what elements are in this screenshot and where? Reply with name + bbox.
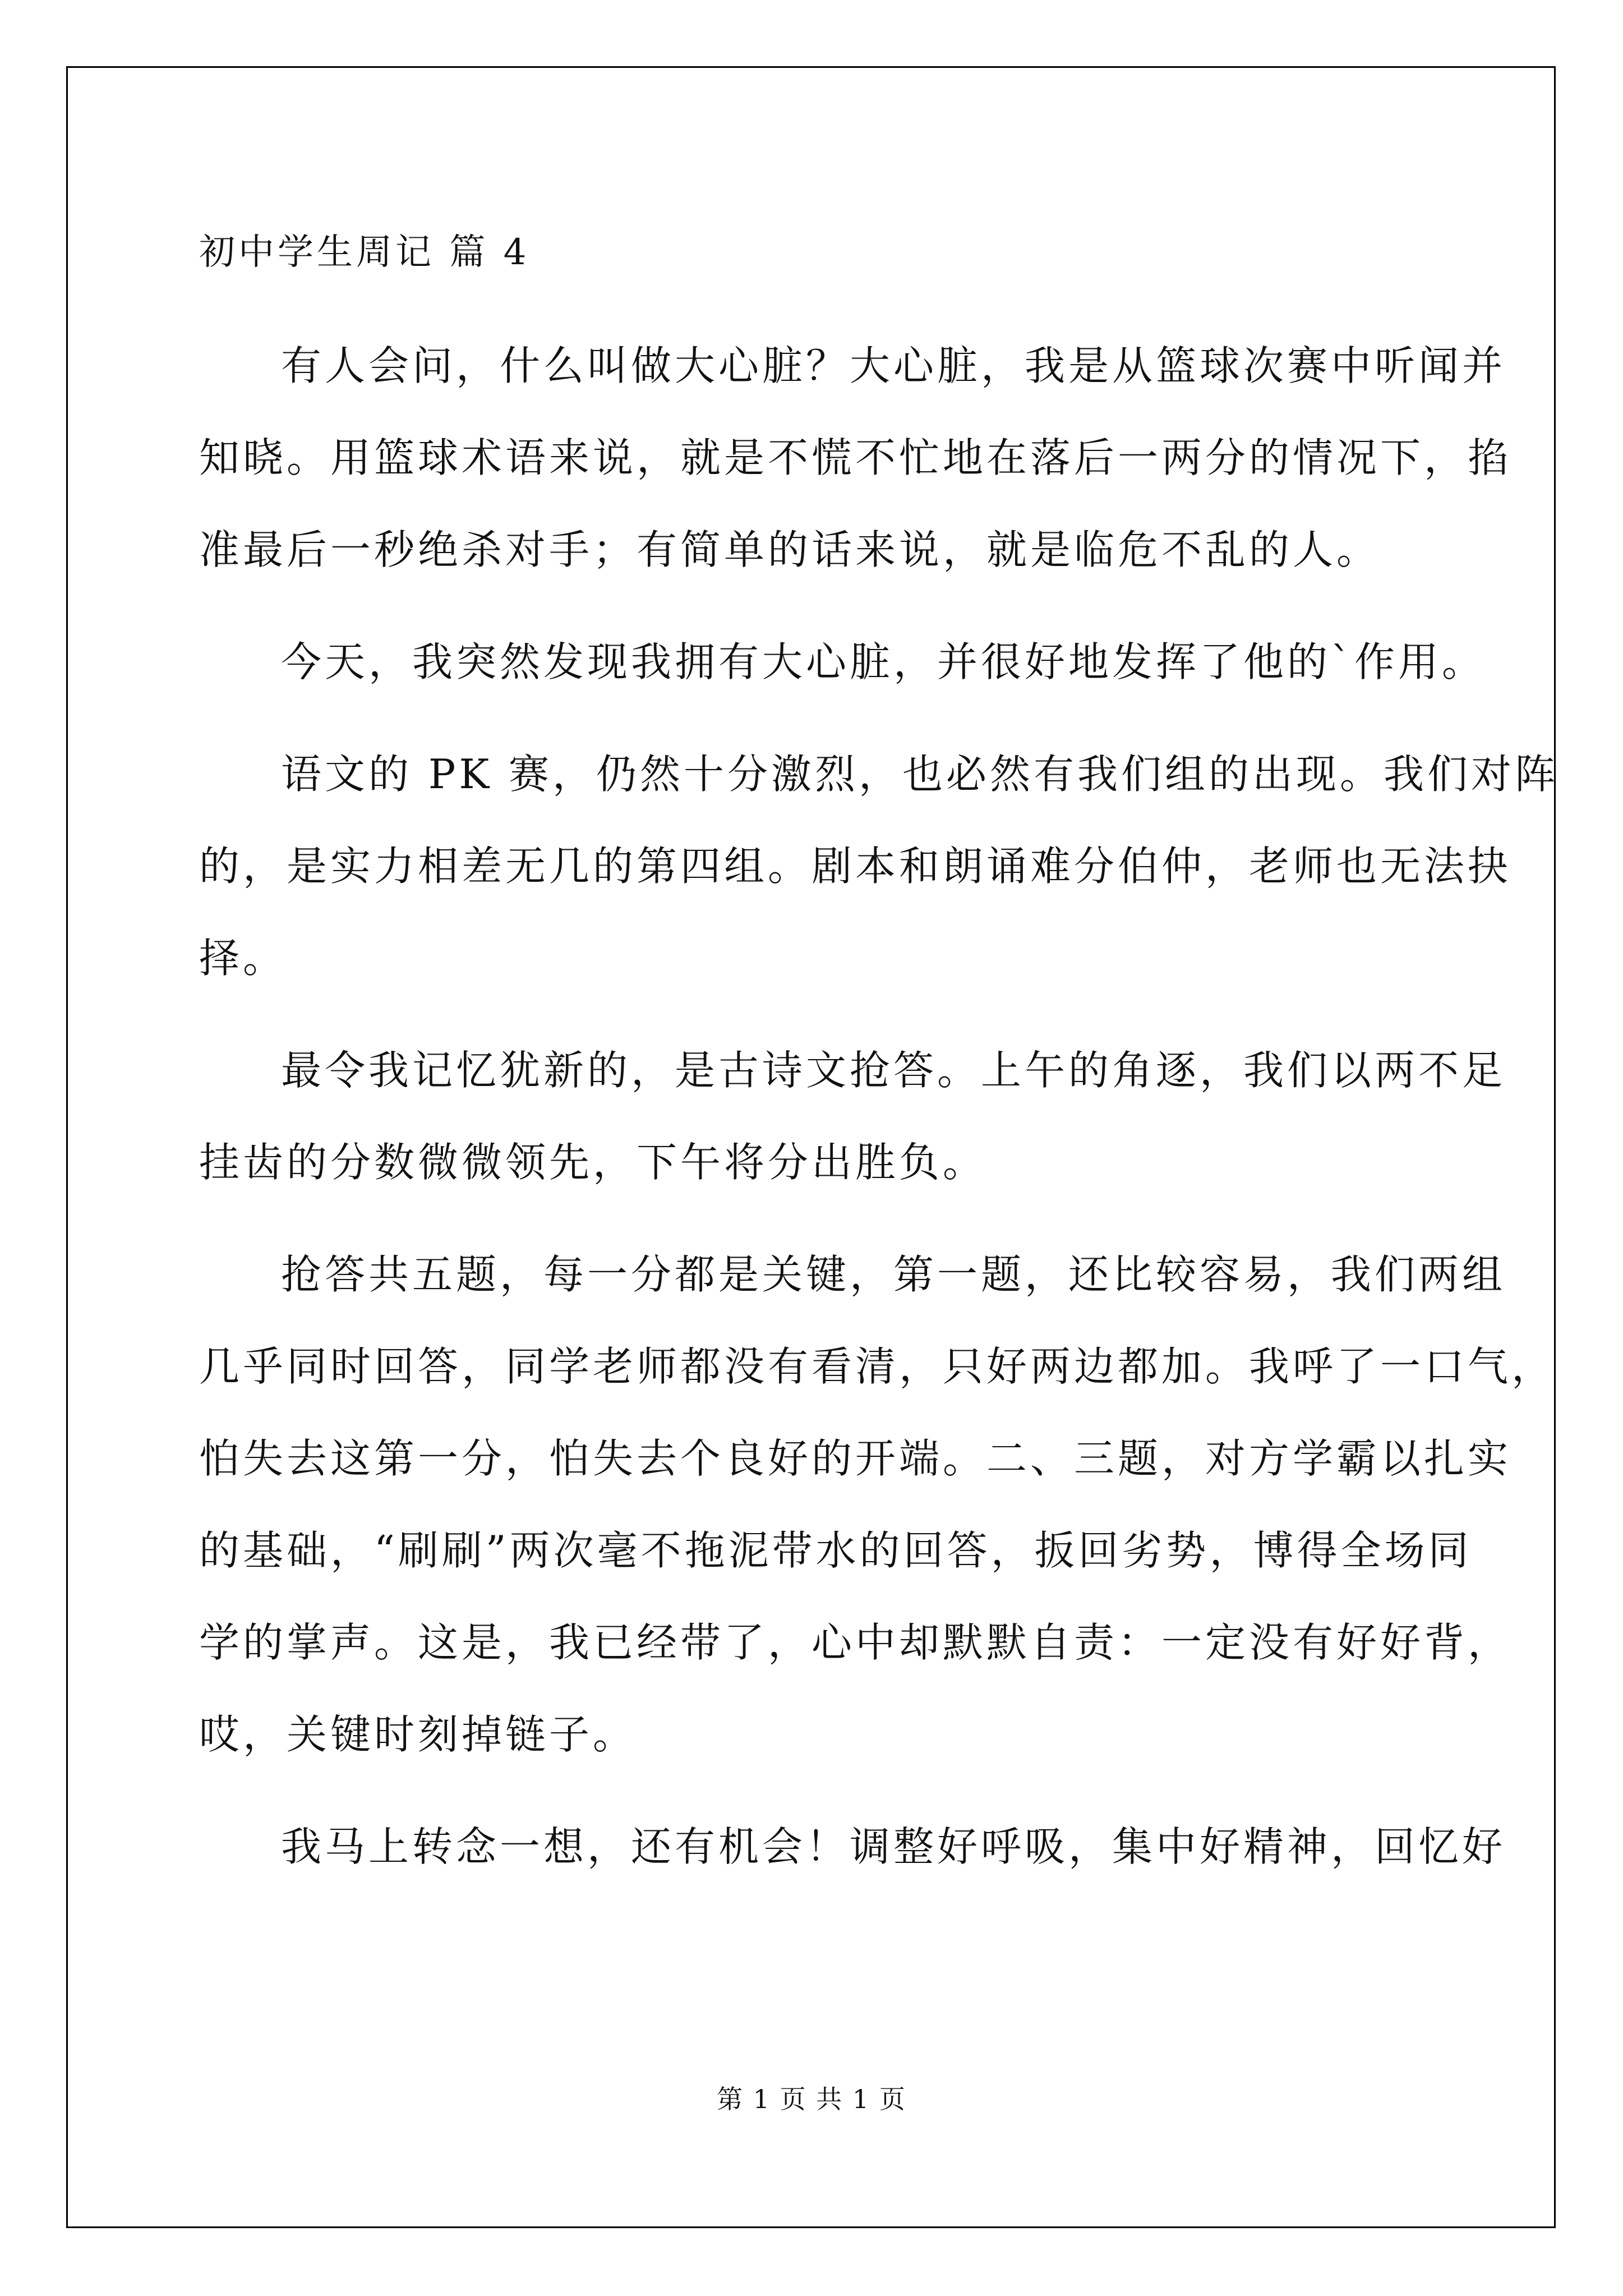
paragraph-1: [199, 320, 1512, 596]
paragraph-line: 学的掌声。这是，我已经带了，心中却默默自责：一定没有好好背，: [199, 1619, 1512, 1666]
paragraph-6: [199, 1801, 1506, 1893]
paragraph-line: 哎，关键时刻掉链子。: [199, 1711, 637, 1758]
paragraph-line: 我马上转念一想，还有机会！调整好呼吸，集中好精神，回忆好: [281, 1823, 1506, 1870]
paragraph-line: 的，是实力相差无几的第四组。剧本和朗诵难分伯仲，老师也无法抉: [199, 843, 1512, 890]
page-footer: 第 1 页 共 1 页: [717, 2084, 906, 2114]
paragraph-line: 最令我记忆犹新的，是古诗文抢答。上午的角逐，我们以两不足: [281, 1047, 1506, 1094]
paragraph-line: 今天，我突然发现我拥有大心脏，并很好地发挥了他的`作用。: [281, 638, 1486, 685]
paragraph-line: 知晓。用篮球术语来说，就是不慌不忙地在落后一两分的情况下，掐: [199, 434, 1512, 481]
document-title: 初中学生周记 篇 4: [199, 232, 530, 273]
paragraph-2: [199, 616, 1486, 708]
paragraph-line: 准最后一秒绝杀对手；有简单的话来说，就是临危不乱的人。: [199, 526, 1381, 573]
paragraph-line: 怕失去这第一分，怕失去个良好的开端。二、三题，对方学霸以扎实: [199, 1435, 1512, 1482]
paragraph-line: 的基础，“刷刷”两次毫不拖泥带水的回答，扳回劣势，博得全场同: [199, 1527, 1472, 1574]
paragraph-4: [199, 1024, 1506, 1208]
paragraph-line: 有人会问，什么叫做大心脏？大心脏，我是从篮球次赛中听闻并: [281, 342, 1506, 389]
paragraph-5: [199, 1228, 1556, 1780]
paragraph-line: 抢答共五题，每一分都是关键，第一题，还比较容易，我们两组: [281, 1251, 1506, 1298]
paragraph-3: [199, 728, 1559, 1004]
paragraph-line: 语文的 PK 赛，仍然十分激烈，也必然有我们组的出现。我们对阵: [281, 751, 1559, 798]
paragraph-line: 择。: [199, 935, 287, 982]
document-body: [199, 213, 1559, 1913]
paragraph-line: 挂齿的分数微微领先，下午将分出胜负。: [199, 1139, 987, 1186]
paragraph-line: 几乎同时回答，同学老师都没有看清，只好两边都加。我呼了一口气，: [199, 1343, 1556, 1390]
